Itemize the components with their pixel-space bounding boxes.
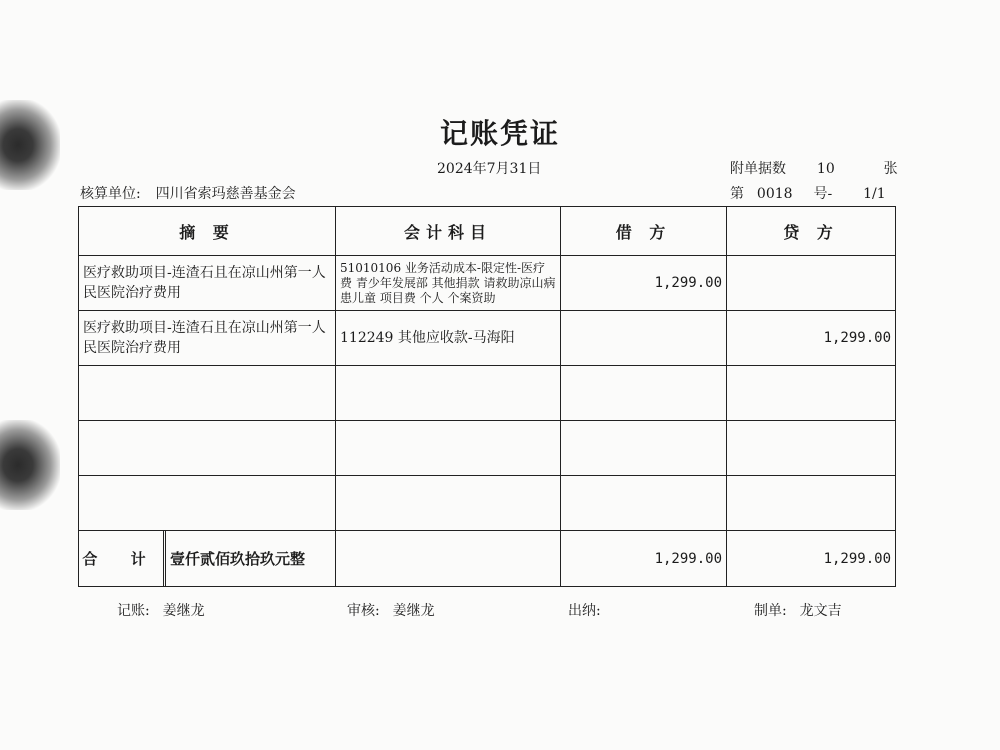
header-account: 会计科目 bbox=[336, 207, 561, 256]
signature-bookkeeper bbox=[117, 600, 205, 620]
table-row-empty bbox=[79, 421, 896, 476]
header-credit: 贷 方 bbox=[727, 207, 896, 256]
voucher-date: 2024年7月31日 bbox=[437, 161, 542, 177]
row-debit bbox=[561, 311, 727, 366]
total-credit: 1,299.00 bbox=[727, 531, 896, 587]
attach-label: 附单据数 bbox=[730, 161, 786, 177]
no-suffix: 号- bbox=[813, 186, 833, 202]
voucher-table bbox=[78, 206, 896, 587]
total-row bbox=[79, 531, 896, 587]
preparer-label: 制单: bbox=[754, 603, 787, 619]
bookkeeper-name: 姜继龙 bbox=[162, 603, 205, 619]
row-account: 112249 其他应收款-马海阳 bbox=[336, 311, 561, 366]
table-row-empty bbox=[79, 476, 896, 531]
cashier-label: 出纳: bbox=[568, 603, 601, 619]
row-debit: 1,299.00 bbox=[561, 256, 727, 311]
voucher-number bbox=[730, 183, 886, 203]
total-amount-words bbox=[163, 531, 335, 586]
attach-unit: 张 bbox=[883, 161, 898, 177]
row-account: 51010106 业务活动成本-限定性-医疗费 青少年发展部 其他捐款 请救助凉山病患儿童 项目费 个人 个案资助 bbox=[336, 256, 561, 311]
header-summary: 摘 要 bbox=[79, 207, 336, 256]
signature-reviewer bbox=[347, 600, 435, 620]
total-words-text: 壹仟贰佰玖拾玖元整 bbox=[170, 550, 306, 568]
preparer-name: 龙文吉 bbox=[799, 603, 842, 619]
accounting-unit bbox=[80, 183, 296, 203]
table-row-empty bbox=[79, 366, 896, 421]
page-number: 1/1 bbox=[863, 186, 886, 202]
bookkeeper-label: 记账: bbox=[117, 603, 150, 619]
signature-preparer bbox=[754, 600, 842, 620]
table-row bbox=[79, 256, 896, 311]
row-summary: 医疗救助项目-连渣石且在凉山州第一人民医院治疗费用 bbox=[79, 256, 336, 311]
row-credit: 1,299.00 bbox=[727, 311, 896, 366]
punch-hole-mark bbox=[0, 420, 60, 510]
row-summary: 医疗救助项目-连渣石且在凉山州第一人民医院治疗费用 bbox=[79, 311, 336, 366]
unit-label: 核算单位: bbox=[80, 186, 141, 202]
table-header-row bbox=[79, 207, 896, 256]
signature-cashier bbox=[568, 600, 601, 620]
reviewer-name: 姜继龙 bbox=[392, 603, 435, 619]
no-value: 0018 bbox=[756, 186, 793, 202]
total-spacer bbox=[336, 531, 561, 587]
attach-count: 10 bbox=[816, 161, 835, 177]
attachment-count bbox=[730, 158, 898, 178]
header-debit: 借 方 bbox=[561, 207, 727, 256]
total-cell bbox=[79, 531, 336, 587]
reviewer-label: 审核: bbox=[347, 603, 380, 619]
no-prefix: 第 bbox=[730, 186, 744, 202]
total-debit: 1,299.00 bbox=[561, 531, 727, 587]
voucher-title: 记账凭证 bbox=[439, 117, 560, 150]
unit-name: 四川省索玛慈善基金会 bbox=[155, 186, 296, 202]
table-row bbox=[79, 311, 896, 366]
total-label: 合 计 bbox=[82, 550, 160, 568]
row-credit bbox=[727, 256, 896, 311]
